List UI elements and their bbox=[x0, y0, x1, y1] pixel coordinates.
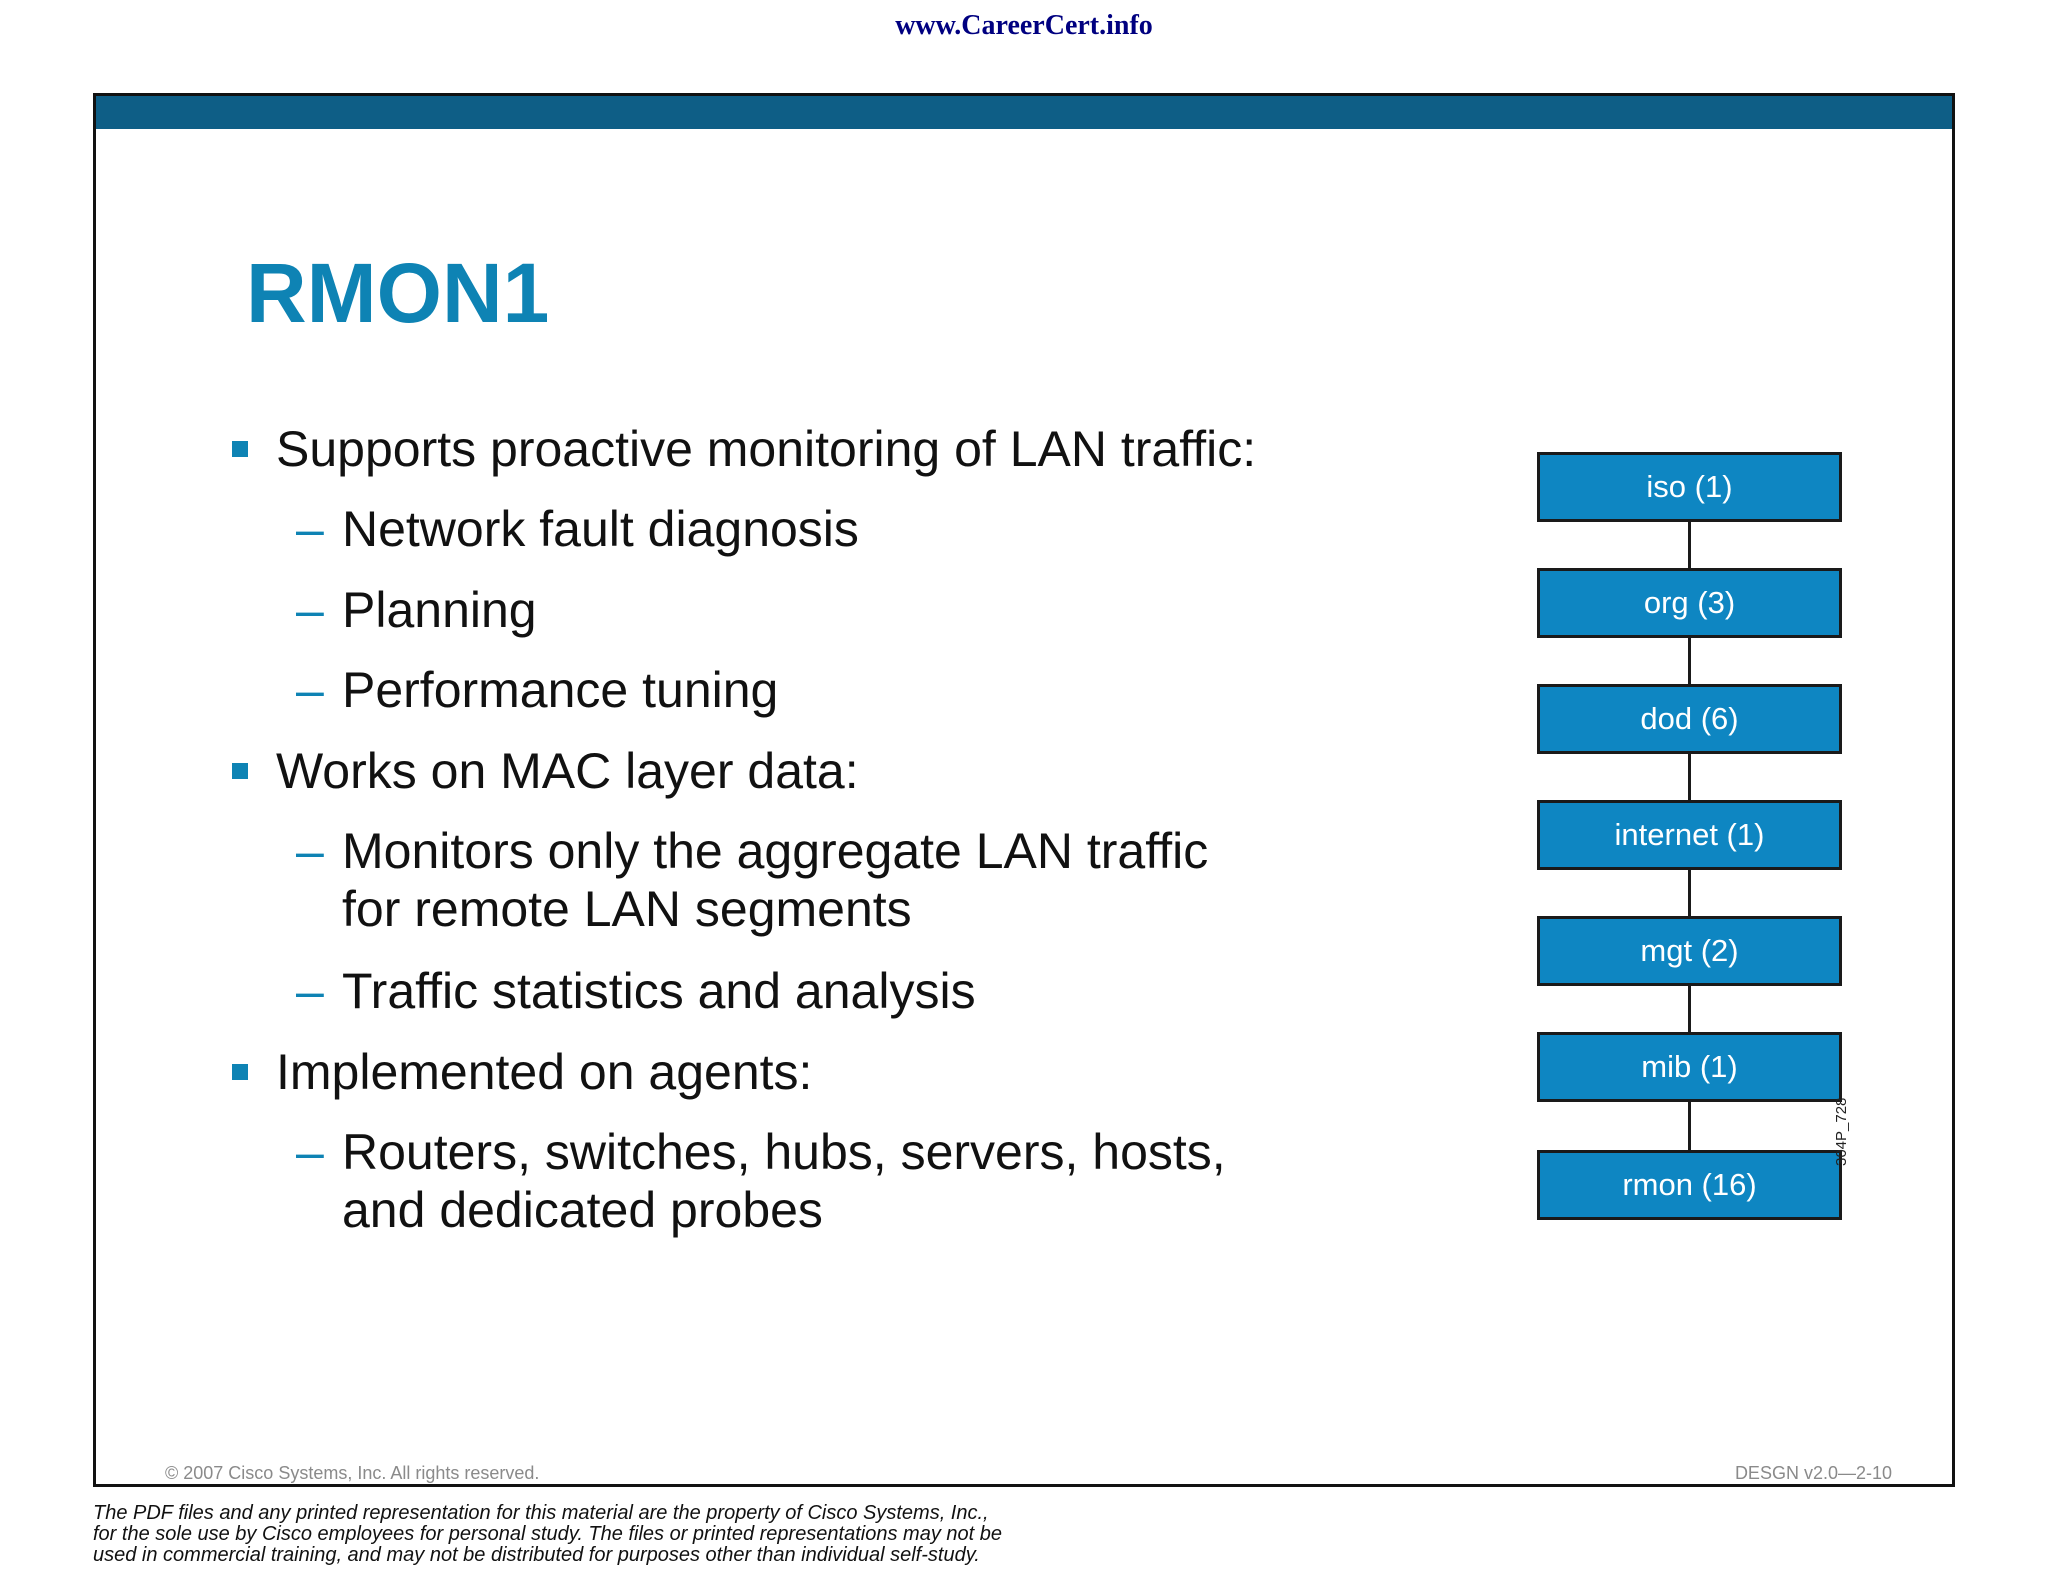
mib-node-iso: iso (1) bbox=[1537, 452, 1842, 522]
copyright: © 2007 Cisco Systems, Inc. All rights reserved. bbox=[165, 1463, 540, 1483]
mib-node-internet: internet (1) bbox=[1537, 800, 1842, 870]
sub-bullet-text: Traffic statistics and analysis bbox=[342, 963, 976, 1019]
tree-connector bbox=[1688, 754, 1691, 800]
mib-node-mgt: mgt (2) bbox=[1537, 916, 1842, 986]
slide-title: RMON1 bbox=[246, 246, 550, 340]
mib-node-dod: dod (6) bbox=[1537, 684, 1842, 754]
figure-id: 304P_728 bbox=[1833, 1097, 1850, 1166]
mib-node-org: org (3) bbox=[1537, 568, 1842, 638]
mib-node-rmon: rmon (16) bbox=[1537, 1150, 1842, 1220]
sub-bullet-text: Planning bbox=[342, 582, 537, 638]
slide bbox=[93, 93, 1955, 1487]
square-bullet-icon bbox=[232, 441, 248, 457]
slide-top-bar bbox=[96, 96, 1952, 129]
tree-connector bbox=[1688, 870, 1691, 916]
dash-bullet-icon: – bbox=[296, 963, 324, 1019]
tree-connector bbox=[1688, 522, 1691, 568]
mib-node-mib: mib (1) bbox=[1537, 1032, 1842, 1102]
bullet-text: Supports proactive monitoring of LAN traffic: bbox=[276, 421, 1257, 477]
dash-bullet-icon: – bbox=[296, 582, 324, 638]
dash-bullet-icon: – bbox=[296, 662, 324, 718]
dash-bullet-icon: – bbox=[296, 1124, 324, 1180]
sub-bullet-text: Network fault diagnosis bbox=[342, 501, 859, 557]
bullet-text: Implemented on agents: bbox=[276, 1044, 813, 1100]
sub-bullet-text: Performance tuning bbox=[342, 662, 779, 718]
tree-connector bbox=[1688, 638, 1691, 684]
disclaimer: The PDF files and any printed representation for this material are the property of Cisco Systems, Inc., for the sole use by Cisco employees for personal study. The files or printed representations may not be used in commercial training, and may not be distributed for purposes other than individual self-study. bbox=[93, 1502, 1002, 1566]
course-id: DESGN v2.0—2-10 bbox=[1734, 1463, 1892, 1483]
site-url[interactable]: www.CareerCert.info bbox=[895, 10, 1153, 41]
dash-bullet-icon: – bbox=[296, 501, 324, 557]
square-bullet-icon bbox=[232, 1064, 248, 1080]
sub-bullet-text: Monitors only the aggregate LAN traffic for remote LAN segments bbox=[342, 823, 1209, 937]
tree-connector bbox=[1688, 1102, 1691, 1150]
sub-bullet-text: Routers, switches, hubs, servers, hosts, and dedicated probes bbox=[342, 1124, 1226, 1238]
square-bullet-icon bbox=[232, 763, 248, 779]
bullet-text: Works on MAC layer data: bbox=[276, 743, 859, 799]
dash-bullet-icon: – bbox=[296, 823, 324, 879]
tree-connector bbox=[1688, 986, 1691, 1032]
